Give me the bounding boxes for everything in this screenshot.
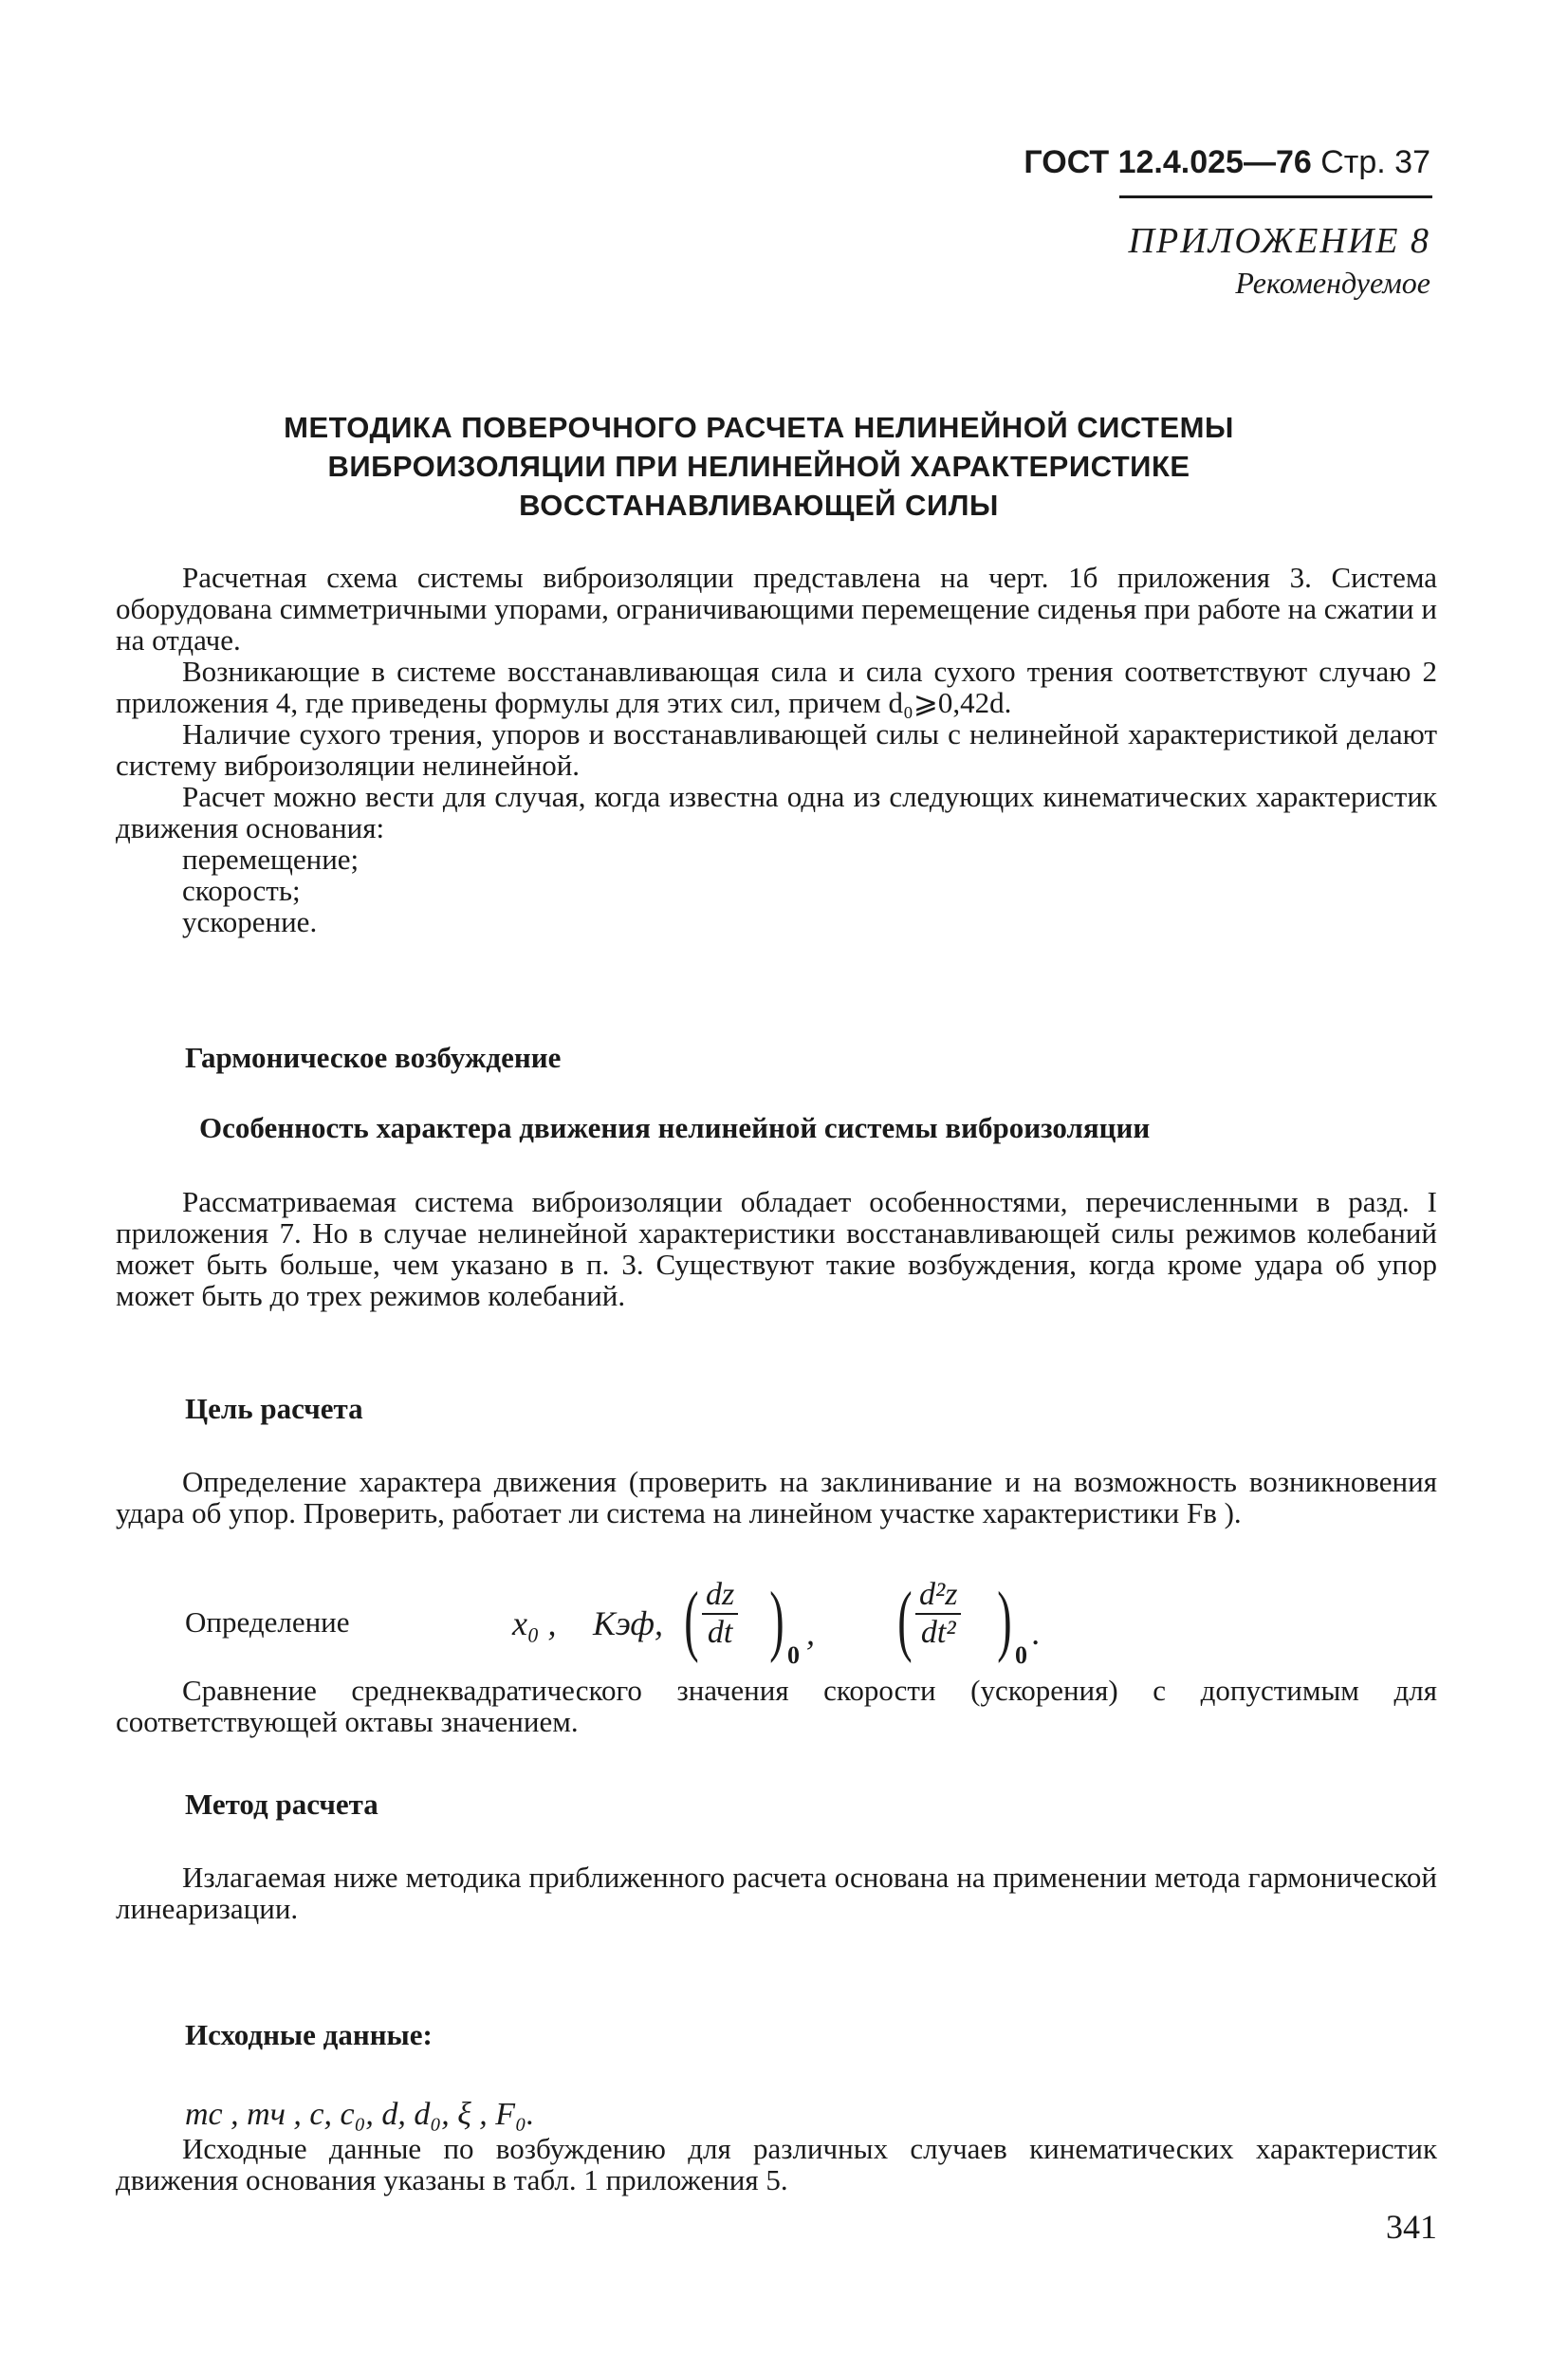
section-heading-method: Метод расчета [185, 1788, 378, 1821]
fraction-denominator: dt [707, 1615, 733, 1650]
gost-code: ГОСТ 12.4.025—76 [1024, 144, 1312, 180]
intro-paragraph: Расчетная схема системы виброизоляции представлена на черт. 1б приложения 3. Система оборудована симметричными упорами, ограничивающими перемещение сиденья при работе на сжатии и на отдаче. [116, 561, 1437, 657]
left-paren: ( [897, 1576, 913, 1664]
fraction-dz-dt [702, 1577, 738, 1651]
goal-paragraph: Сравнение среднеквадратического значения скорости (ускорения) с допустимым для соответствующей октавы значением. [116, 1674, 1437, 1738]
fraction-numerator: d²z [915, 1577, 961, 1615]
goal-paragraph: Определение характера движения (проверить на заклинивание и на возможность возникновения удара об упор. Проверить, работает ли система на линейном участке характеристики Fв ). [116, 1465, 1437, 1529]
section-heading-inputs: Исходные данные: [185, 2018, 433, 2051]
intro-block [116, 562, 1437, 937]
title-line: ВИБРОИЗОЛЯЦИИ ПРИ НЕЛИНЕЙНОЙ ХАРАКТЕРИСТИКЕ [327, 450, 1190, 483]
formula-label: Определение [185, 1605, 350, 1639]
list-item: ускорение. [182, 905, 318, 938]
fraction-numerator: dz [702, 1577, 738, 1615]
header-rule [1119, 195, 1432, 198]
document-title [180, 408, 1337, 525]
title-line: МЕТОДИКА ПОВЕРОЧНОГО РАСЧЕТА НЕЛИНЕЙНОЙ СИСТЕМЫ [284, 411, 1234, 444]
header-page-number: Стр. 37 [1320, 144, 1430, 180]
formula-keff: Kэф, [593, 1604, 663, 1642]
goal-block-2 [116, 1675, 1437, 1737]
feature-paragraph: Рассматриваемая система виброизоляции обладает особенностями, перечисленными в разд. I приложения 7. Но в случае нелинейной характеристики восстанавливающей силы режимов колебаний может быть больше, чем указано в п. 3. Существуют такие возбуждения, когда кроме удара об упор может быть до трех режимов колебаний. [116, 1185, 1437, 1312]
intro-paragraph: Наличие сухого трения, упоров и восстанавливающей силы с нелинейной характеристикой делают систему виброизоляции нелинейной. [116, 717, 1437, 782]
inputs-block [116, 2133, 1437, 2196]
section-heading-goal: Цель расчета [185, 1392, 363, 1425]
intro-paragraph: Возникающие в системе восстанавливающая сила и сила сухого трения соответствуют случаю 2 приложения 4, где приведены формулы для этих сил, причем d₀⩾0,42d. [116, 655, 1437, 719]
subscript-zero: 0 [1015, 1641, 1027, 1669]
list-item: скорость; [182, 874, 301, 907]
title-line: ВОССТАНАВЛИВАЮЩЕЙ СИЛЫ [519, 489, 999, 522]
left-paren: ( [684, 1576, 699, 1664]
subscript-zero: 0 [787, 1641, 800, 1669]
list-item: перемещение; [182, 843, 360, 876]
right-paren: ) [997, 1576, 1012, 1664]
fraction-denominator: dt² [920, 1615, 956, 1650]
section-heading-harmonic: Гармоническое возбуждение [185, 1041, 562, 1074]
formula-x0: x₀ , [512, 1604, 557, 1642]
appendix-title: ПРИЛОЖЕНИЕ 8 [1128, 221, 1430, 261]
input-parameters: mс , mч , c, c₀, d, d₀, ξ , F₀. [185, 2097, 535, 2132]
feature-block [116, 1186, 1437, 1311]
formula-comma: , [806, 1614, 815, 1652]
intro-paragraph: Расчет можно вести для случая, когда известна одна из следующих кинематических характеристик движения основания: [116, 780, 1437, 844]
goal-formula [185, 1575, 1437, 1689]
right-paren: ) [769, 1576, 784, 1664]
page-header [1024, 144, 1430, 181]
appendix-subtitle: Рекомендуемое [1235, 266, 1430, 300]
appendix-label [1129, 220, 1430, 301]
page-number: 341 [1386, 2208, 1437, 2246]
goal-block [116, 1466, 1437, 1529]
method-block [116, 1862, 1437, 1924]
method-paragraph: Излагаемая ниже методика приближенного расчета основана на применении метода гармонической линеаризации. [116, 1861, 1437, 1925]
section-heading-feature: Особенность характера движения нелинейной системы виброизоляции [199, 1111, 1151, 1144]
inputs-paragraph: Исходные данные по возбуждению для различных случаев кинематических характеристик движения основания указаны в табл. 1 приложения 5. [116, 2132, 1437, 2196]
fraction-d2z-dt2 [915, 1577, 961, 1651]
formula-period: . [1032, 1614, 1041, 1652]
